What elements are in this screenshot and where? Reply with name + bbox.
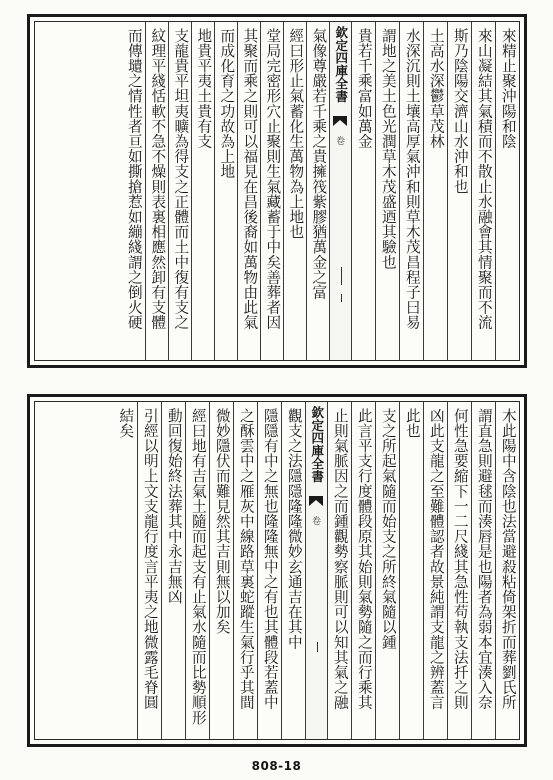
- column-text: 氣像尊嚴若千乘之貴擁筏紫膠猶萬金之富: [310, 28, 328, 300]
- series-title: 欽定四庫全書: [333, 26, 349, 103]
- column-text: 此也: [403, 408, 421, 439]
- column-text: 經曰形止氣蓄化生萬物為上地也: [287, 28, 305, 240]
- bottom-text-frame: [34, 401, 520, 740]
- text-column: [351, 22, 375, 360]
- text-column: [161, 402, 185, 739]
- column-text: 木此陽中含陰也法當避殺粘倚架折而葬劉氏所: [499, 408, 517, 710]
- text-column: [209, 402, 233, 739]
- text-column: [471, 402, 495, 739]
- text-column: [327, 402, 351, 739]
- text-column: [471, 22, 495, 360]
- text-column: [283, 22, 306, 360]
- column-text: 支龍貴平坦夷曠為得支之正體而土中復有支之: [172, 28, 190, 330]
- column-text: 引經以明上文支龍行度言平夷之地微露毛脊圓: [141, 408, 159, 710]
- column-text: 此言平支行度體段原其始則氣勢隨之而行乘其: [355, 408, 373, 710]
- column-text: 而傳壝之情性者亘如撕搶惹如繃綫謂之倒火硬: [125, 28, 143, 330]
- text-column: [185, 402, 209, 739]
- text-column: [306, 22, 329, 360]
- text-column: [145, 22, 168, 360]
- column-text: 紋理平綫恬軟不急不燥則表裏相應然卸有支體: [149, 28, 167, 330]
- column-text: 之酥雲中之雁灰中線路草裏蛇蹤生氣行乎其間: [237, 408, 255, 710]
- text-column: [113, 402, 137, 739]
- text-column: [495, 22, 519, 360]
- text-column: [168, 22, 191, 360]
- column-text: 結矣: [117, 408, 135, 439]
- text-column: [122, 22, 145, 360]
- text-column: [399, 22, 423, 360]
- text-column: [260, 22, 283, 360]
- page-number: 808-18: [251, 759, 302, 773]
- column-text: 凶此支龍之至難體認者故景純謂支龍之辨蓋言: [427, 408, 445, 710]
- text-column: [423, 402, 447, 739]
- text-column: [351, 402, 375, 739]
- center-column: [305, 402, 327, 739]
- volume-mark: 卷: [311, 517, 322, 527]
- column-text: 止則氣脈因之而鍾觀勢察脈則可以知其氣之融: [331, 408, 349, 710]
- column-text: 經曰地有吉氣土隨而起支有止氣水隨而比勢順形: [189, 408, 207, 726]
- column-text: 隱隱有中之無也隆隆無中之有也其體段若蓋中: [261, 408, 279, 710]
- bottom-text-columns: [35, 402, 519, 739]
- page-tick-mark: [317, 642, 318, 652]
- page-tick-mark: [341, 267, 342, 285]
- column-text: 何性急要縮下一二尺綫其急性苟執支法扦之則: [451, 408, 469, 710]
- text-column: [423, 22, 447, 360]
- column-text: 水深沉則土壤高厚氣沖和則草木茂昌程子曰易: [403, 28, 421, 330]
- column-text: 地貴平夷土貴有支: [195, 28, 213, 149]
- column-text: 來精止聚沖陽和陰: [499, 28, 517, 149]
- top-half-page: [27, 14, 527, 368]
- bottom-half-page: [27, 394, 527, 747]
- text-column: [495, 402, 519, 739]
- column-text: 謂直急則避毬而湊唇是也陽者為弱本宜湊入奈: [475, 408, 493, 710]
- text-column: [447, 402, 471, 739]
- top-text-frame: [34, 21, 520, 361]
- volume-mark: 卷: [335, 137, 346, 147]
- column-text: 支之所起氣隨而始支之所終氣隨以鍾: [379, 408, 397, 650]
- center-column: [329, 22, 351, 360]
- text-column: [137, 402, 161, 739]
- fish-tail-mark-icon: [333, 116, 347, 126]
- column-text: 堂局完密形穴止聚則生氣藏蓄于中矣善葬者因: [264, 28, 282, 330]
- column-text: 來山凝結其氣積而不散止水融會其情聚而不流: [475, 28, 493, 330]
- text-column: [191, 22, 214, 360]
- text-column: [399, 402, 423, 739]
- text-column: [375, 22, 399, 360]
- column-text: 土高水深鬱草茂林: [427, 28, 445, 149]
- text-column: [375, 402, 399, 739]
- column-text: 貴若千乘富如萬金: [355, 28, 373, 149]
- text-column: [237, 22, 260, 360]
- text-column: [447, 22, 471, 360]
- column-text: 動回復始終法葬其中永吉無凶: [165, 408, 183, 605]
- column-text: 斯乃陰陽交濟山水沖和也: [451, 28, 469, 195]
- column-text: 其聚而乘之則可以福見在昌後裔如萬物由此氣: [241, 28, 259, 330]
- column-text: 謂地之美土色光潤草木茂盛迺其驗也: [379, 28, 397, 270]
- text-column: [257, 402, 281, 739]
- top-text-columns: [35, 22, 519, 360]
- series-title: 欽定四庫全書: [309, 406, 325, 483]
- text-column: [281, 402, 305, 739]
- column-text: 而成化育之功故為上地: [218, 28, 236, 179]
- text-column: [233, 402, 257, 739]
- column-text: 觀支之法隱隱隆隆微妙玄通吉在其中: [285, 408, 303, 650]
- text-column: [214, 22, 237, 360]
- column-text: 微妙隱伏而難見然其吉則無以加矣: [213, 408, 231, 635]
- page-tick-mark: [341, 294, 342, 302]
- fish-tail-mark-icon: [309, 496, 323, 506]
